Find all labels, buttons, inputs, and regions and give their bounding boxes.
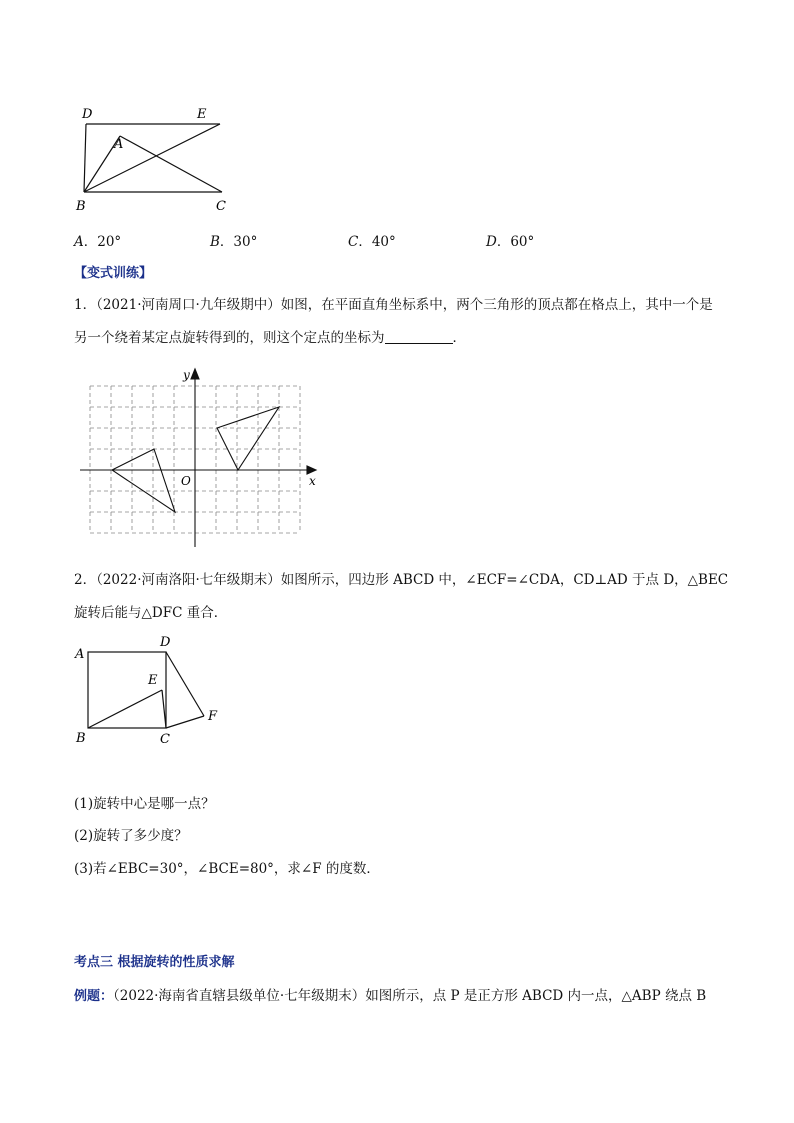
choice-c[interactable]: C．40° bbox=[348, 234, 396, 250]
label-d: D bbox=[82, 107, 93, 122]
example-label: 例题： bbox=[74, 989, 114, 1004]
label-e: E bbox=[148, 673, 158, 688]
segment-be bbox=[88, 690, 162, 728]
triangle-left bbox=[112, 449, 175, 512]
q2-line1: 2．（2022·河南洛阳·七年级期末）如图所示，四边形 ABCD 中，∠ECF=∠CDA，CD⊥AD 于点 D，△BEC bbox=[74, 572, 729, 588]
q2-sub2: (2)旋转了多少度？ bbox=[74, 828, 188, 844]
label-a: A bbox=[75, 647, 85, 662]
axis-label-y: y bbox=[183, 368, 190, 382]
segment-ac bbox=[120, 136, 222, 192]
label-e: E bbox=[197, 107, 207, 122]
choice-b[interactable]: B．30° bbox=[210, 234, 258, 250]
q1-line2: 另一个绕着某定点旋转得到的，则这个定点的坐标为 ． bbox=[74, 330, 466, 346]
q1-line1: 1．（2021·河南周口·九年级期中）如图，在平面直角坐标系中，两个三角形的顶点都在格点上，其中一个是 bbox=[74, 297, 713, 313]
label-b: B bbox=[76, 731, 86, 746]
example-line: 例题：（2022·海南省直辖县级单位·七年级期末）如图所示，点 P 是正方形 ABCD 内一点，△ABP 绕点 B bbox=[74, 988, 707, 1004]
label-f: F bbox=[208, 709, 218, 724]
choice-a[interactable]: A．20° bbox=[74, 234, 122, 250]
y-axis-arrow bbox=[191, 369, 199, 379]
figure-quadrilateral-dbce bbox=[70, 100, 250, 218]
label-d: D bbox=[160, 635, 171, 650]
segment-be bbox=[84, 124, 220, 192]
label-a: A bbox=[114, 137, 124, 152]
section3-title: 考点三 根据旋转的性质求解 bbox=[74, 955, 235, 970]
origin-label: O bbox=[181, 474, 191, 488]
answer-blank[interactable] bbox=[385, 329, 453, 344]
label-c: C bbox=[216, 199, 226, 214]
square-abcd bbox=[88, 652, 166, 728]
label-b: B bbox=[76, 199, 86, 214]
segment-db bbox=[84, 124, 86, 192]
triangle-right bbox=[217, 407, 279, 470]
x-axis-arrow bbox=[307, 466, 316, 474]
q2-sub1: (1)旋转中心是哪一点？ bbox=[74, 796, 215, 812]
figure-quadrilateral-abcd bbox=[70, 628, 230, 750]
segment-fc bbox=[166, 716, 204, 728]
choice-d[interactable]: D．60° bbox=[486, 234, 535, 250]
label-c: C bbox=[160, 732, 170, 747]
segment-df bbox=[166, 652, 204, 716]
q2-line2: 旋转后能与△DFC 重合． bbox=[74, 605, 228, 621]
axis-label-x: x bbox=[309, 474, 316, 488]
section-variant-title: 【变式训练】 bbox=[74, 266, 153, 281]
segment-ec bbox=[162, 690, 166, 728]
figure-coordinate-grid bbox=[80, 365, 325, 550]
q2-sub3: (3)若∠EBC=30°，∠BCE=80°，求∠F 的度数． bbox=[74, 861, 380, 877]
